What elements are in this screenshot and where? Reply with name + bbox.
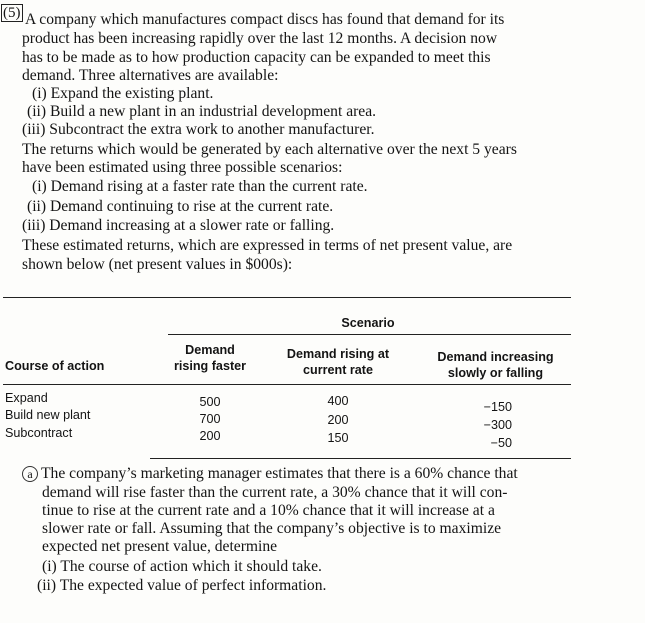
table-cell: 200 — [199, 429, 221, 443]
table-cell: 400 — [327, 394, 349, 408]
intro-line: product has been increasing rapidly over the last 12 months. A decision now — [22, 30, 498, 47]
table-cell: 700 — [199, 412, 221, 426]
part-a-marker: a — [22, 466, 38, 482]
scenario-group-rule — [168, 334, 571, 335]
column-header: Demand rising at current rate — [286, 347, 390, 377]
alternative-item: (i) Expand the existing plant. — [32, 85, 214, 102]
column-header: Demand increasing slowly or falling — [437, 350, 554, 380]
part-a-item: (i) The course of action which it should take. — [42, 558, 322, 575]
row-label: Build new plant — [5, 408, 91, 422]
intro-line: A company which manufactures compact discs has found that demand for its — [25, 11, 505, 28]
returns-line: have been estimated using three possible scenarios: — [22, 159, 343, 176]
question-number: (5) — [3, 5, 21, 21]
alternative-item: (ii) Build a new plant in an industrial development area. — [27, 103, 377, 120]
table-cell: −150 — [483, 400, 512, 414]
header-rule — [3, 384, 571, 385]
part-a-line: tinue to rise at the current rate and a 10% chance that it will increase at a — [42, 502, 495, 519]
row-header: Course of action — [5, 359, 105, 373]
alternative-item: (iii) Subcontract the extra work to another manufacturer. — [22, 121, 375, 138]
row-label: Subcontract — [5, 426, 73, 440]
scenario-item: (i) Demand rising at a faster rate than the current rate. — [32, 178, 368, 195]
scenario-group-header: Scenario — [341, 316, 395, 330]
scenario-item: (ii) Demand continuing to rise at the current rate. — [27, 198, 334, 215]
part-a-item: (ii) The expected value of perfect information. — [37, 577, 327, 594]
table-bottom-rule — [150, 458, 571, 459]
intro-line: has to be made as to how production capacity can be expanded to meet this — [22, 49, 491, 66]
table-cell: 150 — [327, 431, 349, 445]
estimate-line: These estimated returns, which are expressed in terms of net present value, are — [22, 237, 513, 254]
part-a-line: slower rate or fall. Assuming that the company’s objective is to maximize — [42, 520, 502, 537]
returns-line: The returns which would be generated by each alternative over the next 5 years — [22, 141, 517, 158]
scenario-item: (iii) Demand increasing at a slower rate or falling. — [22, 217, 335, 234]
intro-line: demand. Three alternatives are available: — [22, 67, 279, 84]
column-header: Demand rising faster — [173, 343, 247, 373]
row-label: Expand — [5, 391, 48, 405]
table-cell: 200 — [327, 413, 349, 427]
table-top-rule — [3, 297, 571, 298]
table-cell: −50 — [490, 436, 512, 450]
part-a-line: a The company’s marketing manager estimates that there is a 60% chance that — [22, 465, 518, 483]
table-cell: −300 — [483, 418, 512, 432]
estimate-line: shown below (net present values in $000s): — [22, 256, 293, 273]
table-cell: 500 — [199, 395, 221, 409]
part-a-line: expected net present value, determine — [42, 538, 278, 555]
part-a-line: demand will rise faster than the current rate, a 30% chance that it will con- — [42, 484, 508, 501]
